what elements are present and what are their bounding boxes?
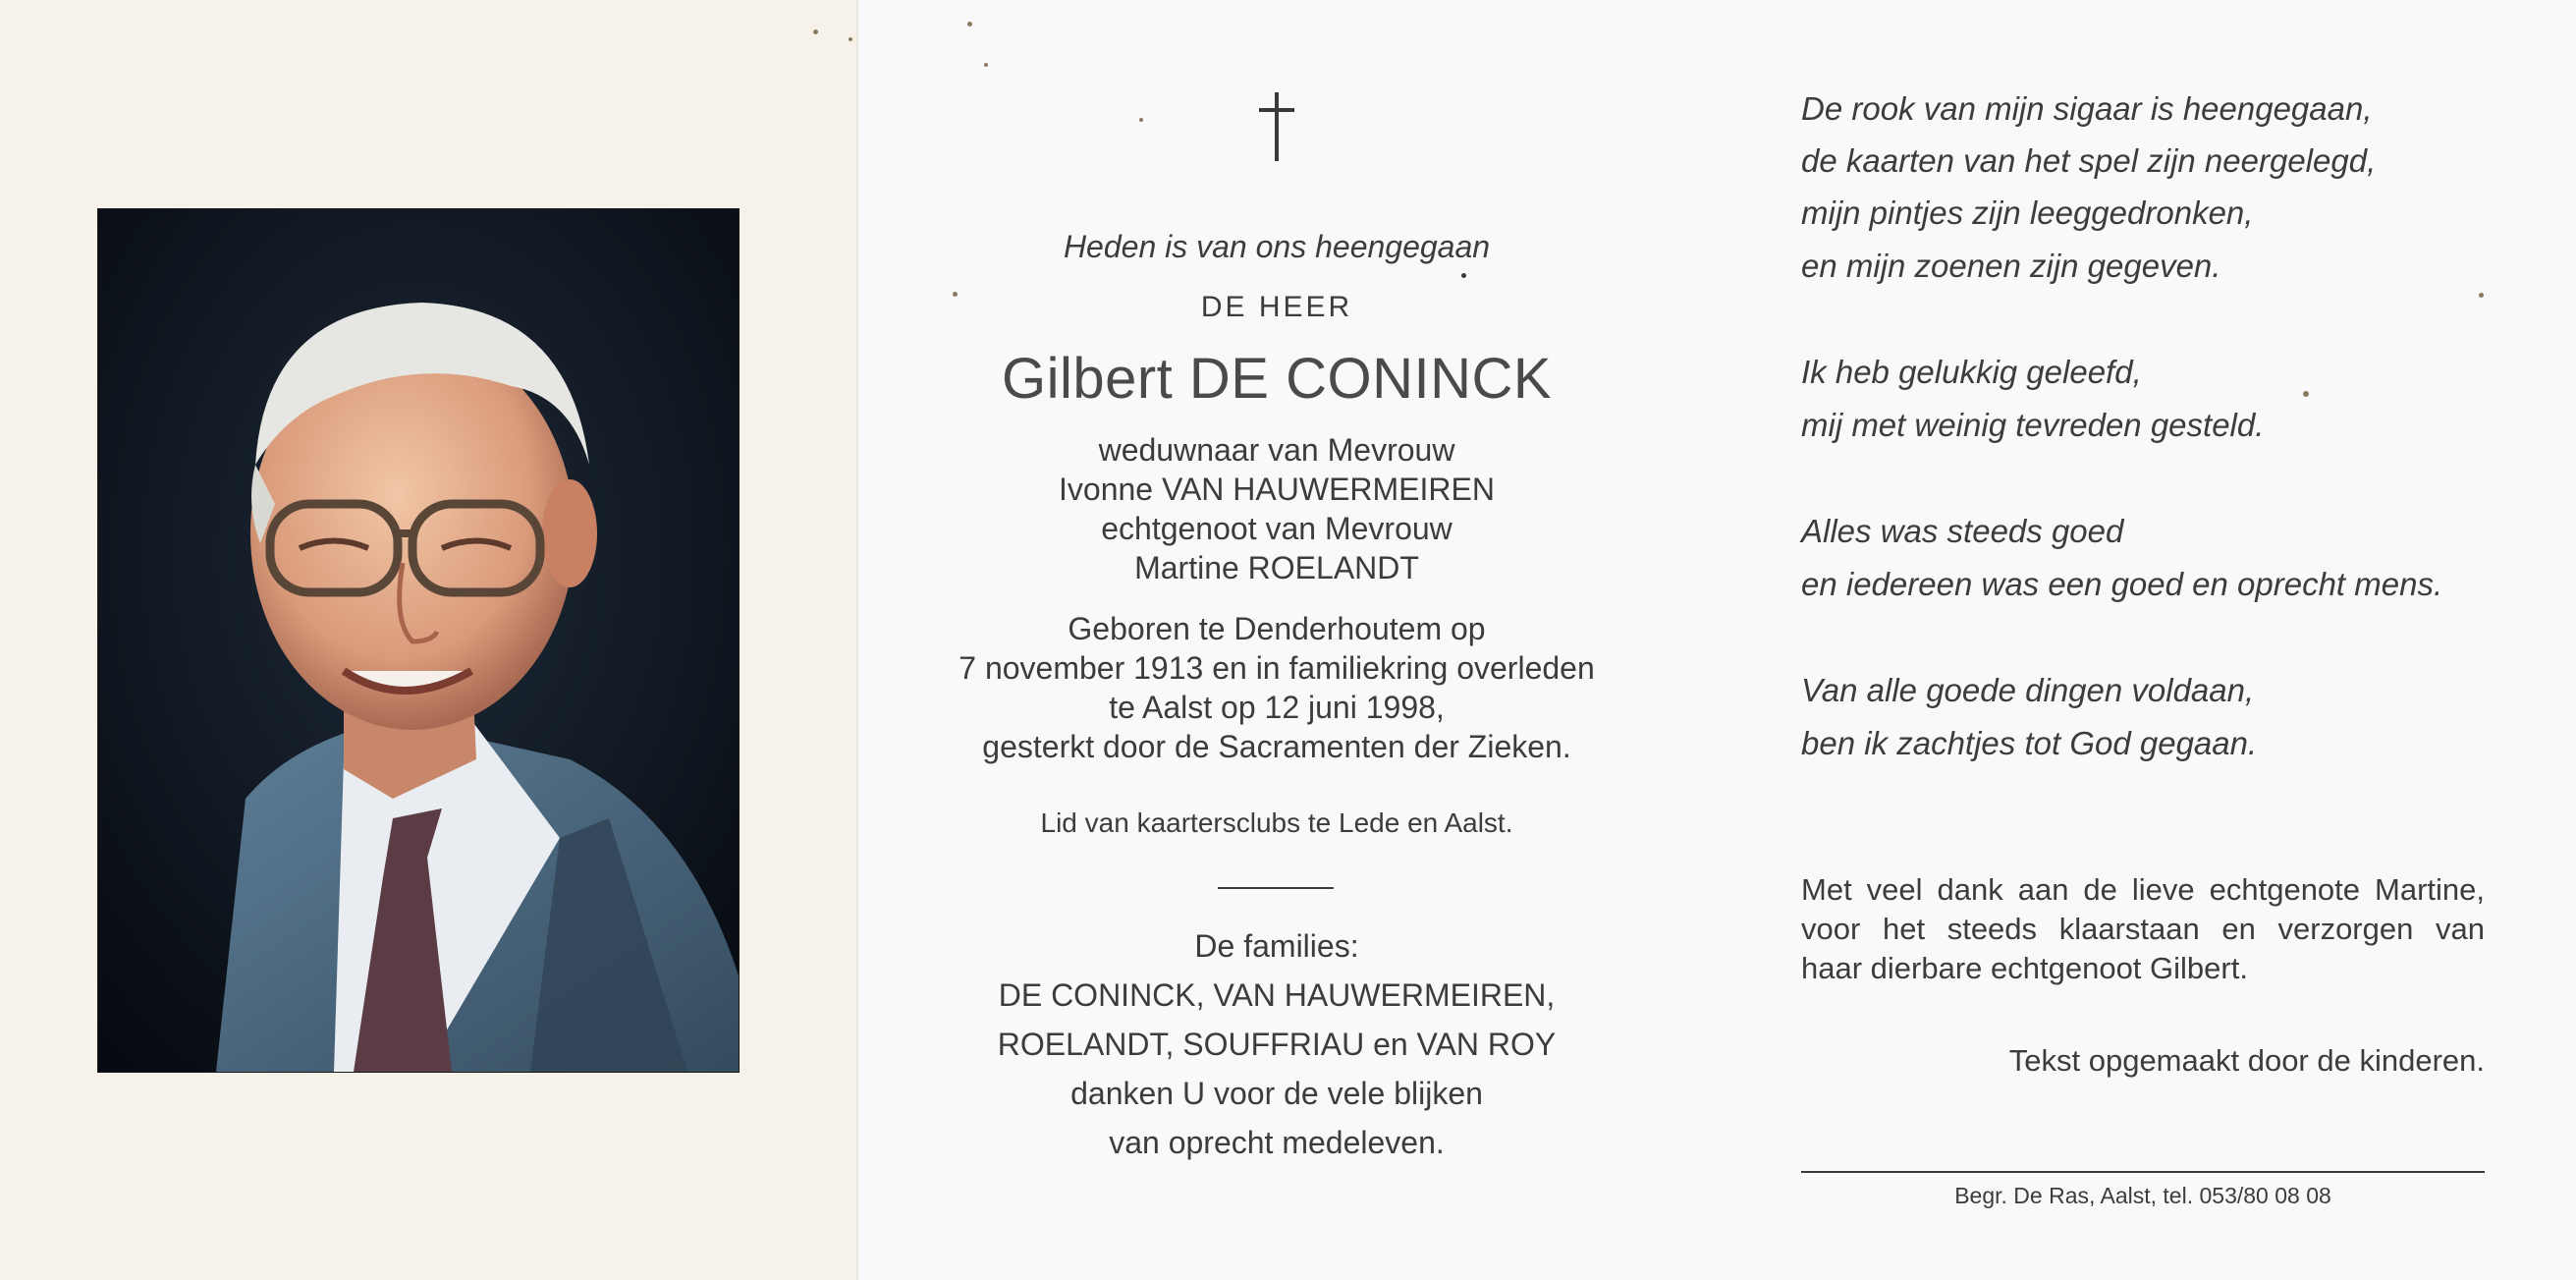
portrait-photo-elderly-man-with-glasses-icon [98, 209, 739, 1072]
speck [2303, 391, 2309, 397]
poem-line: en iedereen was een goed en oprecht mens. [1801, 566, 2443, 602]
signature: Tekst opgemaakt door de kinderen. [2008, 1043, 2485, 1078]
thanks-line: Met veel dank aan de lieve echtgenote Martine, [1801, 872, 2485, 907]
life-line: 7 november 1913 en in familiekring overleden [959, 650, 1595, 686]
relation-line: Ivonne VAN HAUWERMEIREN [1059, 472, 1495, 507]
club-membership: Lid van kaartersclubs te Lede en Aalst. [1040, 807, 1513, 838]
printer-credit: Begr. De Ras, Aalst, tel. 053/80 08 08 [1954, 1183, 2331, 1208]
relation-line: echtgenoot van Mevrouw [1101, 511, 1452, 546]
cross-icon [1237, 88, 1316, 167]
speck [1461, 273, 1466, 278]
thanks-line: voor het steeds klaarstaan en verzorgen van [1801, 912, 2485, 946]
families-line: DE CONINCK, VAN HAUWERMEIREN, [998, 977, 1556, 1013]
life-line: te Aalst op 12 juni 1998, [1109, 690, 1445, 725]
poem-line: Alles was steeds goed [1801, 513, 2124, 549]
poem-line: mij met weinig tevreden gesteld. [1801, 407, 2265, 443]
poem-line: mijn pintjes zijn leeggedronken, [1801, 195, 2254, 231]
bottom-rule [1801, 1171, 2485, 1173]
families-line: van oprecht medeleven. [1109, 1125, 1445, 1160]
speck [813, 29, 818, 34]
poem-line: ben ik zachtjes tot God gegaan. [1801, 725, 2258, 761]
portrait-photo [98, 209, 739, 1072]
thanks-line: haar dierbare echtgenoot Gilbert. [1801, 951, 2248, 985]
speck [984, 63, 988, 67]
honorific: DE HEER [1200, 291, 1353, 323]
speck [2479, 293, 2484, 298]
families-line: danken U voor de vele blijken [1070, 1076, 1483, 1111]
intro-text: Heden is van ons heengegaan [1063, 229, 1491, 264]
speck [1139, 118, 1143, 122]
divider [1218, 887, 1334, 889]
life-line: Geboren te Denderhoutem op [1068, 611, 1486, 646]
poem-line: de kaarten van het spel zijn neergelegd, [1801, 142, 2377, 179]
relation-line: Martine ROELANDT [1134, 550, 1419, 585]
relation-line: weduwnaar van Mevrouw [1098, 432, 1455, 468]
deceased-name: Gilbert DE CONINCK [1001, 347, 1553, 411]
speck [967, 22, 972, 27]
poem-line: De rook van mijn sigaar is heengegaan, [1801, 90, 2373, 127]
left-panel [0, 0, 856, 1280]
poem-line: Van alle goede dingen voldaan, [1801, 672, 2255, 708]
families-heading: De families: [1194, 928, 1359, 964]
life-line: gesterkt door de Sacramenten der Zieken. [982, 729, 1571, 764]
poem-line: en mijn zoenen zijn gegeven. [1801, 248, 2221, 284]
speck [849, 37, 852, 41]
families-line: ROELANDT, SOUFFRIAU en VAN ROY [997, 1027, 1557, 1062]
poem-line: Ik heb gelukkig geleefd, [1801, 354, 2142, 390]
